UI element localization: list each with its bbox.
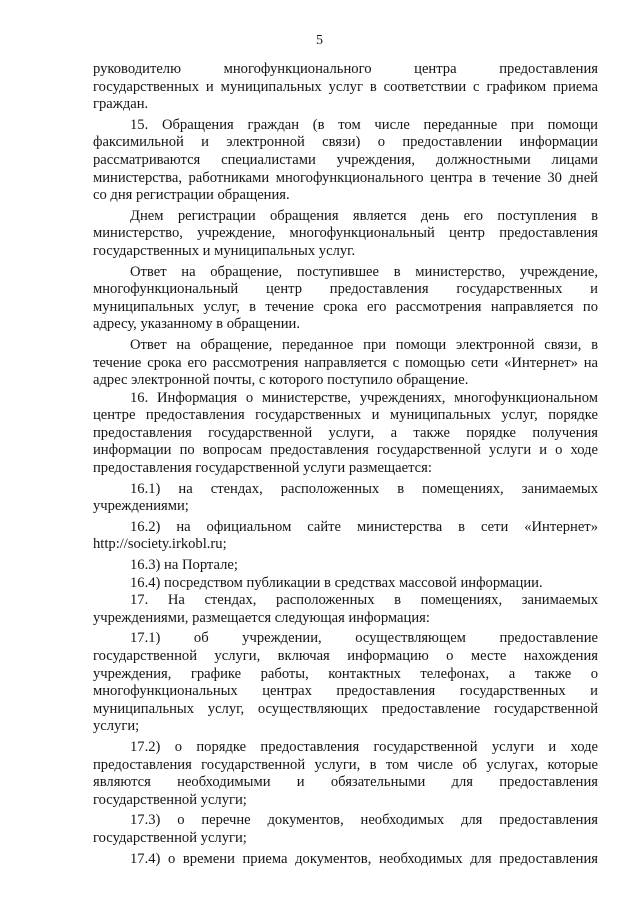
text-line: являются необходимыми и обязательными для предоставления (93, 774, 598, 791)
text-line: 16.2) на официальном сайте министерства в сети «Интернет» (130, 518, 598, 535)
text-line: Ответ на обращение, поступившее в министерство, учреждение, (130, 263, 598, 280)
text-line: учреждениями, размещается следующая информация: (93, 609, 430, 626)
text-line: рассматриваются специалистами учреждения, должностными лицами (93, 151, 598, 168)
text-line: Ответ на обращение, переданное при помощи электронной связи, в (130, 336, 598, 353)
text-line: государственной услуги; (93, 829, 247, 846)
text-line: учреждения, графике работы, контактных телефонах, а также о (93, 665, 598, 682)
text-line: предоставления государственной услуги, в том числе об услугах, которые (93, 756, 598, 773)
text-line: Днем регистрации обращения является день его поступления в (130, 207, 598, 224)
text-line: государственной услуги, включая информацию о месте нахождения (93, 648, 598, 664)
text-line: 15. Обращения граждан (в том числе переданные при помощи (130, 116, 598, 133)
text-line: предоставления государственной услуги, а также порядке получения (93, 424, 598, 441)
text-line: руководителю многофункционального центра предоставления (93, 61, 598, 77)
text-line: 16. Информация о министерстве, учреждениях, многофункциональном (130, 389, 598, 406)
text-line: государственных и муниципальных услуг. (93, 242, 356, 259)
text-line: многофункциональный центр предоставления государственных и (93, 281, 598, 298)
text-line: 16.1) на стендах, расположенных в помещениях, занимаемых (130, 480, 598, 497)
text-line: информации по вопросам предоставления государственной услуги и о ходе (93, 442, 598, 459)
text-line: 17.2) о порядке предоставления государственной услуги и ходе (130, 738, 598, 755)
text-line: многофункциональных центрах предоставления государственных и (93, 683, 598, 700)
text-line: адресу, указанному в обращении. (93, 316, 300, 333)
text-line: течение срока его рассмотрения направляется с помощью сети «Интернет» на (93, 354, 598, 371)
text-line: центре предоставления государственных и муниципальных услуг, порядке (93, 407, 598, 424)
text-line: услуги; (93, 718, 140, 735)
text-line: 16.4) посредством публикации в средствах массовой информации. (130, 574, 543, 591)
text-line: http://society.irkobl.ru; (93, 536, 227, 553)
text-line: 17. На стендах, расположенных в помещениях, занимаемых (130, 592, 598, 609)
text-line: министерство, учреждение, многофункциональный центр предоставления (93, 225, 598, 242)
page-number: 5 (316, 33, 323, 48)
text-line: 16.3) на Портале; (130, 557, 238, 574)
text-line: адрес электронной почты, с которого поступило обращение. (93, 372, 469, 389)
document-body (93, 61, 598, 868)
text-line: 17.3) о перечне документов, необходимых для предоставления (130, 812, 598, 829)
text-line: 17.1) об учреждении, осуществляющем предоставление (130, 630, 598, 647)
text-line: со дня регистрации обращения. (93, 187, 290, 204)
text-line: факсимильной и электронной связи) о предоставлении информации (93, 134, 598, 151)
text-line: граждан. (93, 96, 149, 113)
text-line: государственной услуги; (93, 791, 247, 808)
text-line: учреждениями; (93, 498, 189, 515)
text-line: государственных и муниципальных услуг в соответствии с графиком приема (93, 78, 598, 95)
text-line: 17.4) о времени приема документов, необходимых для предоставления (130, 850, 598, 867)
text-line: министерства, работниками многофункционального центра в течение 30 дней (93, 169, 598, 186)
text-line: предоставления государственной услуги размещается: (93, 460, 432, 477)
text-line: муниципальных услуг, осуществляющих предоставление государственной (93, 700, 598, 717)
text-line: муниципальных услуг, в течение срока его рассмотрения направляется по (93, 298, 598, 315)
